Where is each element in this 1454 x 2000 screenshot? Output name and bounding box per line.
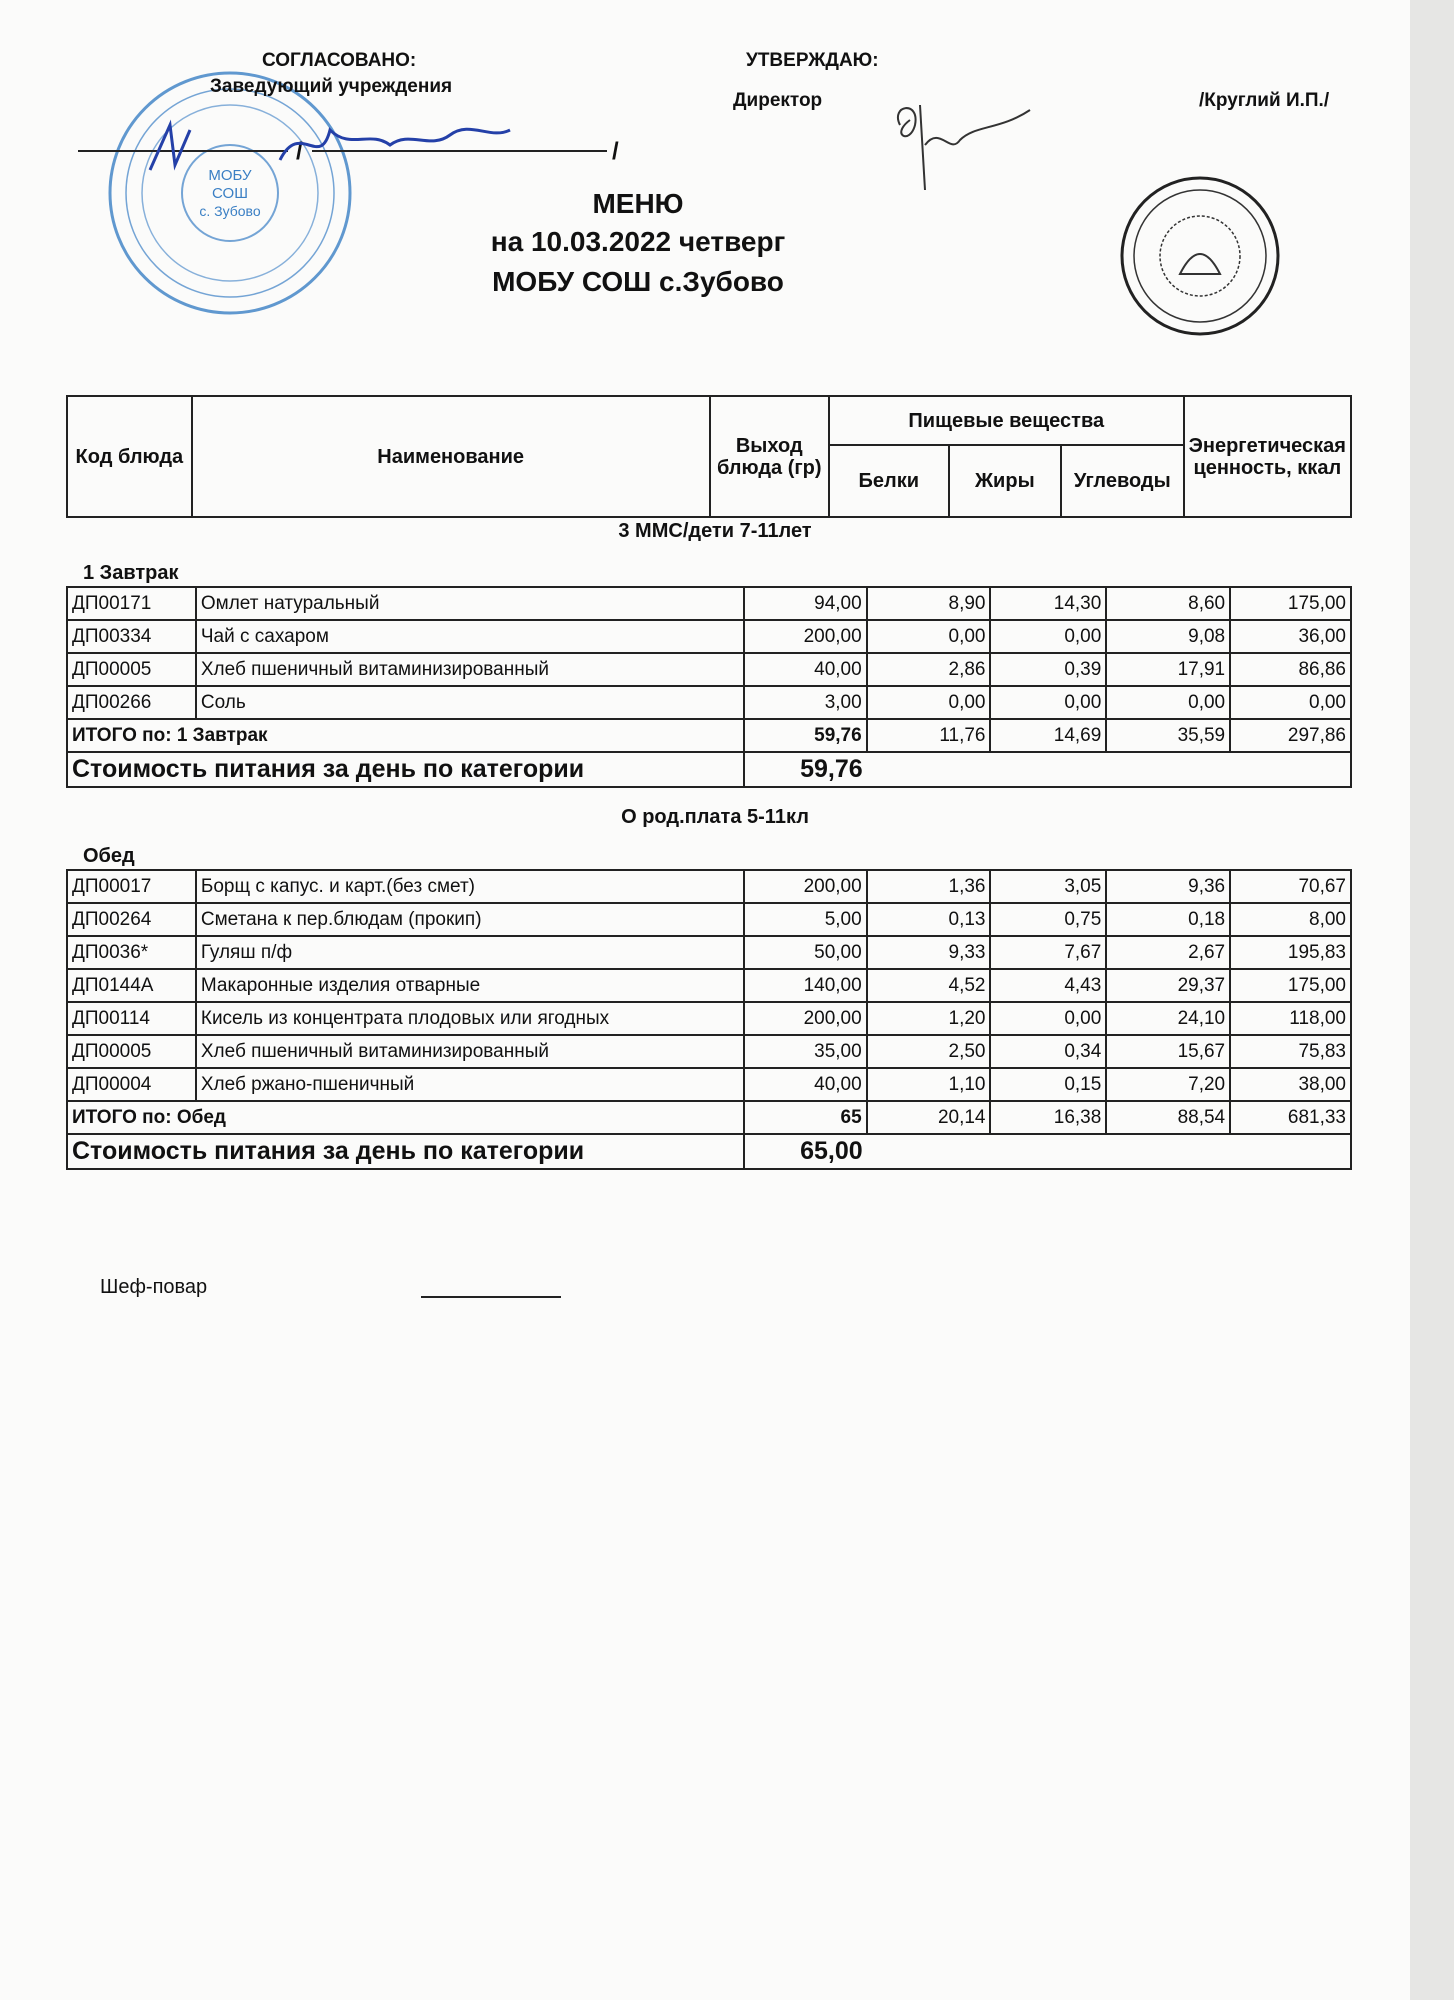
col-nutrients: Пищевые вещества bbox=[829, 396, 1184, 445]
table-row bbox=[67, 903, 1351, 936]
cost-row bbox=[67, 1134, 1351, 1169]
cell-code: ДП00005 bbox=[67, 653, 196, 686]
cell-kcal: 175,00 bbox=[1230, 587, 1351, 620]
cell-code: ДП00017 bbox=[67, 870, 196, 903]
col-yield: Выход блюда (гр) bbox=[710, 396, 829, 517]
scan-edge bbox=[1410, 0, 1454, 2000]
svg-text:СОШ: СОШ bbox=[212, 185, 248, 202]
col-carbs: Углеводы bbox=[1061, 445, 1184, 517]
menu-table-header bbox=[66, 395, 1352, 518]
agreed-role: Заведующий учреждения bbox=[210, 76, 453, 97]
cell-fat: 0,00 bbox=[990, 686, 1106, 719]
slash: / bbox=[612, 138, 619, 165]
cost-value: 59,76 bbox=[744, 752, 867, 787]
chef-label: Шеф-повар bbox=[100, 1276, 208, 1298]
table-row bbox=[67, 870, 1351, 903]
cell-carbs: 29,37 bbox=[1106, 969, 1230, 1002]
cell-name: Соль bbox=[196, 686, 744, 719]
chef-signature-line bbox=[421, 1296, 561, 1298]
school-name: МОБУ СОШ с.Зубово bbox=[492, 266, 784, 297]
total-fat: 16,38 bbox=[990, 1101, 1106, 1134]
cell-name: Хлеб пшеничный витаминизированный bbox=[196, 1035, 744, 1068]
cell-protein: 0,00 bbox=[867, 686, 991, 719]
cell-kcal: 38,00 bbox=[1230, 1068, 1351, 1101]
breakfast-table bbox=[66, 586, 1352, 788]
cell-fat: 0,15 bbox=[990, 1068, 1106, 1101]
cell-kcal: 175,00 bbox=[1230, 969, 1351, 1002]
cell-fat: 0,00 bbox=[990, 1002, 1106, 1035]
cell-yield: 200,00 bbox=[744, 1002, 867, 1035]
table-row bbox=[67, 587, 1351, 620]
total-carbs: 88,54 bbox=[1106, 1101, 1230, 1134]
cell-protein: 2,50 bbox=[867, 1035, 991, 1068]
cost-blank bbox=[867, 752, 1351, 787]
menu-title: МЕНЮ bbox=[592, 188, 684, 219]
cell-kcal: 86,86 bbox=[1230, 653, 1351, 686]
cell-fat: 14,30 bbox=[990, 587, 1106, 620]
category-label: 3 ММС/дети 7-11лет bbox=[618, 520, 812, 542]
total-label: ИТОГО по: 1 Завтрак bbox=[67, 719, 744, 752]
cell-code: ДП00264 bbox=[67, 903, 196, 936]
cell-name: Борщ с капус. и карт.(без смет) bbox=[196, 870, 744, 903]
cell-carbs: 0,00 bbox=[1106, 686, 1230, 719]
cell-carbs: 15,67 bbox=[1106, 1035, 1230, 1068]
table-row bbox=[67, 1002, 1351, 1035]
cell-code: ДП00005 bbox=[67, 1035, 196, 1068]
col-fat: Жиры bbox=[949, 445, 1061, 517]
cell-kcal: 0,00 bbox=[1230, 686, 1351, 719]
cell-yield: 140,00 bbox=[744, 969, 867, 1002]
cell-kcal: 36,00 bbox=[1230, 620, 1351, 653]
table-row bbox=[67, 1035, 1351, 1068]
category-label: О род.плата 5-11кл bbox=[621, 806, 809, 828]
cell-yield: 94,00 bbox=[744, 587, 867, 620]
cell-carbs: 2,67 bbox=[1106, 936, 1230, 969]
cell-name: Макаронные изделия отварные bbox=[196, 969, 744, 1002]
meal-label: 1 Завтрак bbox=[83, 562, 179, 584]
cell-name: Хлеб ржано-пшеничный bbox=[196, 1068, 744, 1101]
cell-yield: 35,00 bbox=[744, 1035, 867, 1068]
total-row bbox=[67, 1101, 1351, 1134]
cell-code: ДП00171 bbox=[67, 587, 196, 620]
cell-protein: 4,52 bbox=[867, 969, 991, 1002]
cell-name: Чай с сахаром bbox=[196, 620, 744, 653]
total-yield: 59,76 bbox=[744, 719, 867, 752]
menu-date: на 10.03.2022 четверг bbox=[490, 226, 786, 257]
total-fat: 14,69 bbox=[990, 719, 1106, 752]
table-row bbox=[67, 653, 1351, 686]
col-name: Наименование bbox=[192, 396, 710, 517]
cell-name: Кисель из концентрата плодовых или ягодных bbox=[196, 1002, 744, 1035]
cost-label: Стоимость питания за день по категории bbox=[67, 752, 744, 787]
table-row bbox=[67, 686, 1351, 719]
meal-label: Обед bbox=[83, 845, 135, 867]
cell-yield: 200,00 bbox=[744, 870, 867, 903]
slash: / bbox=[296, 138, 303, 165]
cell-code: ДП00114 bbox=[67, 1002, 196, 1035]
approve-role: Директор bbox=[733, 90, 823, 111]
total-kcal: 297,86 bbox=[1230, 719, 1351, 752]
cell-fat: 7,67 bbox=[990, 936, 1106, 969]
cell-protein: 9,33 bbox=[867, 936, 991, 969]
cell-code: ДП00334 bbox=[67, 620, 196, 653]
cell-yield: 5,00 bbox=[744, 903, 867, 936]
total-protein: 20,14 bbox=[867, 1101, 991, 1134]
handwritten-signature-icon bbox=[130, 110, 610, 190]
cell-yield: 50,00 bbox=[744, 936, 867, 969]
cell-carbs: 17,91 bbox=[1106, 653, 1230, 686]
cell-protein: 1,20 bbox=[867, 1002, 991, 1035]
approve-label: УТВЕРЖДАЮ: bbox=[746, 50, 879, 71]
cell-fat: 0,39 bbox=[990, 653, 1106, 686]
cell-kcal: 75,83 bbox=[1230, 1035, 1351, 1068]
lunch-table bbox=[66, 869, 1352, 1170]
total-protein: 11,76 bbox=[867, 719, 991, 752]
cell-protein: 0,00 bbox=[867, 620, 991, 653]
cell-fat: 0,00 bbox=[990, 620, 1106, 653]
cell-protein: 2,86 bbox=[867, 653, 991, 686]
svg-text:МОБУ: МОБУ bbox=[208, 167, 252, 184]
cell-carbs: 8,60 bbox=[1106, 587, 1230, 620]
cell-code: ДП0036* bbox=[67, 936, 196, 969]
cell-protein: 8,90 bbox=[867, 587, 991, 620]
cell-carbs: 0,18 bbox=[1106, 903, 1230, 936]
cell-protein: 1,10 bbox=[867, 1068, 991, 1101]
cell-name: Сметана к пер.блюдам (прокип) bbox=[196, 903, 744, 936]
table-row bbox=[67, 1068, 1351, 1101]
cell-kcal: 8,00 bbox=[1230, 903, 1351, 936]
total-kcal: 681,33 bbox=[1230, 1101, 1351, 1134]
cell-fat: 0,34 bbox=[990, 1035, 1106, 1068]
table-row bbox=[67, 620, 1351, 653]
cell-protein: 0,13 bbox=[867, 903, 991, 936]
cell-carbs: 24,10 bbox=[1106, 1002, 1230, 1035]
col-code: Код блюда bbox=[67, 396, 192, 517]
cell-carbs: 9,08 bbox=[1106, 620, 1230, 653]
cell-kcal: 70,67 bbox=[1230, 870, 1351, 903]
cell-yield: 3,00 bbox=[744, 686, 867, 719]
cost-blank bbox=[867, 1134, 1351, 1169]
cost-value: 65,00 bbox=[744, 1134, 867, 1169]
cell-name: Хлеб пшеничный витаминизированный bbox=[196, 653, 744, 686]
table-row bbox=[67, 936, 1351, 969]
cost-label: Стоимость питания за день по категории bbox=[67, 1134, 744, 1169]
cell-carbs: 9,36 bbox=[1106, 870, 1230, 903]
cell-yield: 40,00 bbox=[744, 1068, 867, 1101]
cell-kcal: 118,00 bbox=[1230, 1002, 1351, 1035]
cell-code: ДП00266 bbox=[67, 686, 196, 719]
col-protein: Белки bbox=[829, 445, 949, 517]
cell-name: Омлет натуральный bbox=[196, 587, 744, 620]
table-row bbox=[67, 969, 1351, 1002]
approve-name: /Круглий И.П./ bbox=[1199, 90, 1330, 111]
cell-protein: 1,36 bbox=[867, 870, 991, 903]
agreed-label: СОГЛАСОВАНО: bbox=[262, 50, 417, 71]
cell-kcal: 195,83 bbox=[1230, 936, 1351, 969]
cell-yield: 40,00 bbox=[744, 653, 867, 686]
cell-carbs: 7,20 bbox=[1106, 1068, 1230, 1101]
total-yield: 65 bbox=[744, 1101, 867, 1134]
svg-text:с. Зубово: с. Зубово bbox=[199, 203, 261, 219]
cost-row bbox=[67, 752, 1351, 787]
cell-yield: 200,00 bbox=[744, 620, 867, 653]
total-label: ИТОГО по: Обед bbox=[67, 1101, 744, 1134]
cell-fat: 3,05 bbox=[990, 870, 1106, 903]
cell-name: Гуляш п/ф bbox=[196, 936, 744, 969]
cell-code: ДП00004 bbox=[67, 1068, 196, 1101]
cell-fat: 0,75 bbox=[990, 903, 1106, 936]
total-row bbox=[67, 719, 1351, 752]
cell-code: ДП0144А bbox=[67, 969, 196, 1002]
cell-fat: 4,43 bbox=[990, 969, 1106, 1002]
total-carbs: 35,59 bbox=[1106, 719, 1230, 752]
col-energy: Энергетическая ценность, ккал bbox=[1184, 396, 1351, 517]
